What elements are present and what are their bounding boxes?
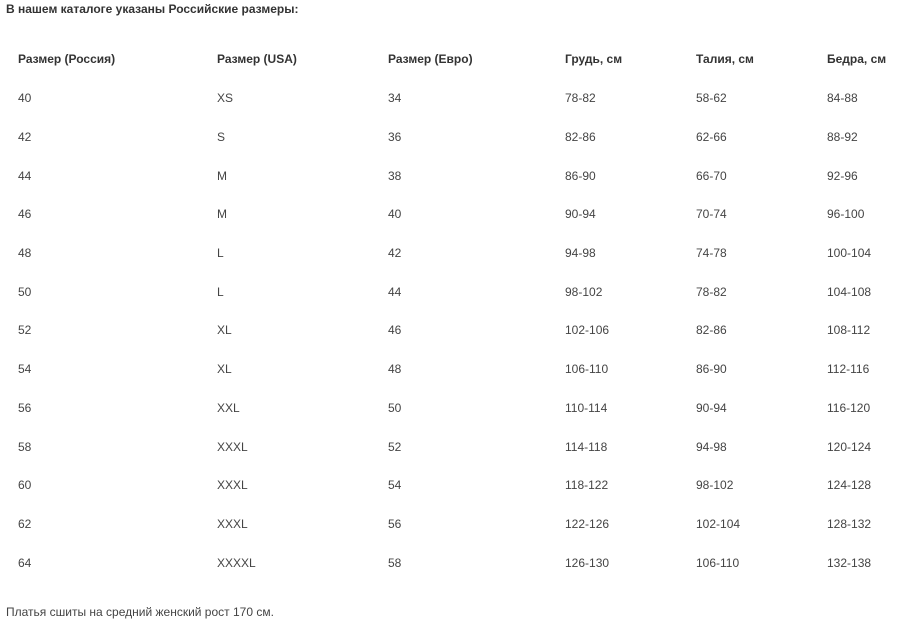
cell-chest: 118-122 xyxy=(565,478,609,493)
cell-size-usa: XL xyxy=(217,362,232,377)
cell-chest: 106-110 xyxy=(565,362,609,377)
cell-size-usa: XXXL xyxy=(217,439,248,454)
header-size-euro: Размер (Евро) xyxy=(388,52,473,66)
cell-hips: 100-104 xyxy=(827,246,872,261)
cell-size-usa: XXXL xyxy=(217,478,248,493)
cell-chest: 122-126 xyxy=(565,516,610,531)
cell-size-russia: 44 xyxy=(18,168,32,183)
table-row xyxy=(6,311,896,350)
cell-size-russia: 46 xyxy=(18,207,32,222)
table-row xyxy=(6,543,896,582)
intro-heading: В нашем каталоге указаны Российские размеры: xyxy=(6,2,299,16)
cell-size-usa: M xyxy=(217,207,227,222)
cell-size-euro: 44 xyxy=(388,284,402,299)
table-row xyxy=(6,234,896,273)
footnote: Платья сшиты на средний женский рост 170 см. xyxy=(6,605,274,619)
cell-hips: 104-108 xyxy=(827,284,872,299)
size-table-body xyxy=(6,79,896,582)
cell-hips: 112-116 xyxy=(827,362,870,377)
table-row xyxy=(6,389,896,428)
cell-hips: 96-100 xyxy=(827,207,865,222)
header-row xyxy=(6,39,896,79)
cell-waist: 62-66 xyxy=(696,130,727,145)
cell-size-euro: 36 xyxy=(388,130,402,145)
cell-size-usa: XXXXL xyxy=(217,555,256,570)
cell-size-euro: 48 xyxy=(388,362,402,377)
header-size-usa: Размер (USA) xyxy=(217,52,297,66)
cell-size-euro: 54 xyxy=(388,478,402,493)
cell-size-euro: 52 xyxy=(388,439,402,454)
cell-hips: 124-128 xyxy=(827,478,872,493)
cell-size-usa: XXXL xyxy=(217,516,248,531)
cell-waist: 74-78 xyxy=(696,246,727,261)
cell-size-euro: 40 xyxy=(388,207,402,222)
cell-waist: 70-74 xyxy=(696,207,727,222)
cell-waist: 94-98 xyxy=(696,439,727,454)
cell-waist: 86-90 xyxy=(696,362,727,377)
table-row xyxy=(6,79,896,118)
cell-size-russia: 56 xyxy=(18,400,32,415)
cell-chest: 82-86 xyxy=(565,130,596,145)
cell-waist: 58-62 xyxy=(696,91,727,106)
cell-waist: 106-110 xyxy=(696,555,740,570)
cell-waist: 90-94 xyxy=(696,400,727,415)
table-row xyxy=(6,118,896,157)
cell-size-usa: M xyxy=(217,168,227,183)
table-row xyxy=(6,427,896,466)
size-table xyxy=(6,39,896,582)
cell-chest: 114-118 xyxy=(565,439,608,454)
cell-size-usa: XS xyxy=(217,91,234,106)
cell-size-euro: 34 xyxy=(388,91,402,106)
cell-size-euro: 56 xyxy=(388,516,402,531)
header-waist: Талия, см xyxy=(696,52,754,66)
cell-chest: 86-90 xyxy=(565,168,596,183)
cell-hips: 84-88 xyxy=(827,91,858,106)
header-size-russia: Размер (Россия) xyxy=(18,52,116,66)
cell-size-russia: 54 xyxy=(18,362,32,377)
cell-size-russia: 40 xyxy=(18,91,32,106)
cell-chest: 90-94 xyxy=(565,207,596,222)
cell-chest: 102-106 xyxy=(565,323,610,338)
cell-size-usa: XL xyxy=(217,323,232,338)
cell-size-russia: 58 xyxy=(18,439,32,454)
table-row xyxy=(6,466,896,505)
cell-size-russia: 50 xyxy=(18,284,32,299)
cell-hips: 120-124 xyxy=(827,439,872,454)
cell-size-russia: 62 xyxy=(18,516,32,531)
cell-chest: 126-130 xyxy=(565,555,610,570)
cell-size-russia: 64 xyxy=(18,555,32,570)
header-hips: Бедра, см xyxy=(827,52,887,66)
cell-size-russia: 60 xyxy=(18,478,32,493)
cell-hips: 116-120 xyxy=(827,400,871,415)
cell-waist: 98-102 xyxy=(696,478,734,493)
table-row xyxy=(6,272,896,311)
cell-chest: 94-98 xyxy=(565,246,596,261)
cell-chest: 98-102 xyxy=(565,284,603,299)
header-chest: Грудь, см xyxy=(565,52,623,66)
cell-size-usa: L xyxy=(217,284,224,299)
cell-size-usa: S xyxy=(217,130,226,145)
cell-chest: 110-114 xyxy=(565,400,608,415)
table-row xyxy=(6,195,896,234)
cell-size-russia: 48 xyxy=(18,246,32,261)
cell-waist: 102-104 xyxy=(696,516,741,531)
cell-waist: 66-70 xyxy=(696,168,727,183)
cell-chest: 78-82 xyxy=(565,91,596,106)
table-row xyxy=(6,350,896,389)
size-table-header xyxy=(6,39,896,79)
cell-hips: 88-92 xyxy=(827,130,858,145)
cell-size-euro: 42 xyxy=(388,246,402,261)
cell-size-euro: 58 xyxy=(388,555,402,570)
cell-size-usa: XXL xyxy=(217,400,240,415)
cell-hips: 92-96 xyxy=(827,168,858,183)
cell-size-euro: 38 xyxy=(388,168,402,183)
cell-size-russia: 52 xyxy=(18,323,32,338)
cell-waist: 78-82 xyxy=(696,284,727,299)
cell-hips: 108-112 xyxy=(827,323,871,338)
cell-size-euro: 50 xyxy=(388,400,402,415)
table-row xyxy=(6,505,896,544)
cell-hips: 132-138 xyxy=(827,555,872,570)
cell-size-usa: L xyxy=(217,246,224,261)
cell-size-russia: 42 xyxy=(18,130,32,145)
cell-waist: 82-86 xyxy=(696,323,727,338)
cell-hips: 128-132 xyxy=(827,516,872,531)
cell-size-euro: 46 xyxy=(388,323,402,338)
table-row xyxy=(6,156,896,195)
